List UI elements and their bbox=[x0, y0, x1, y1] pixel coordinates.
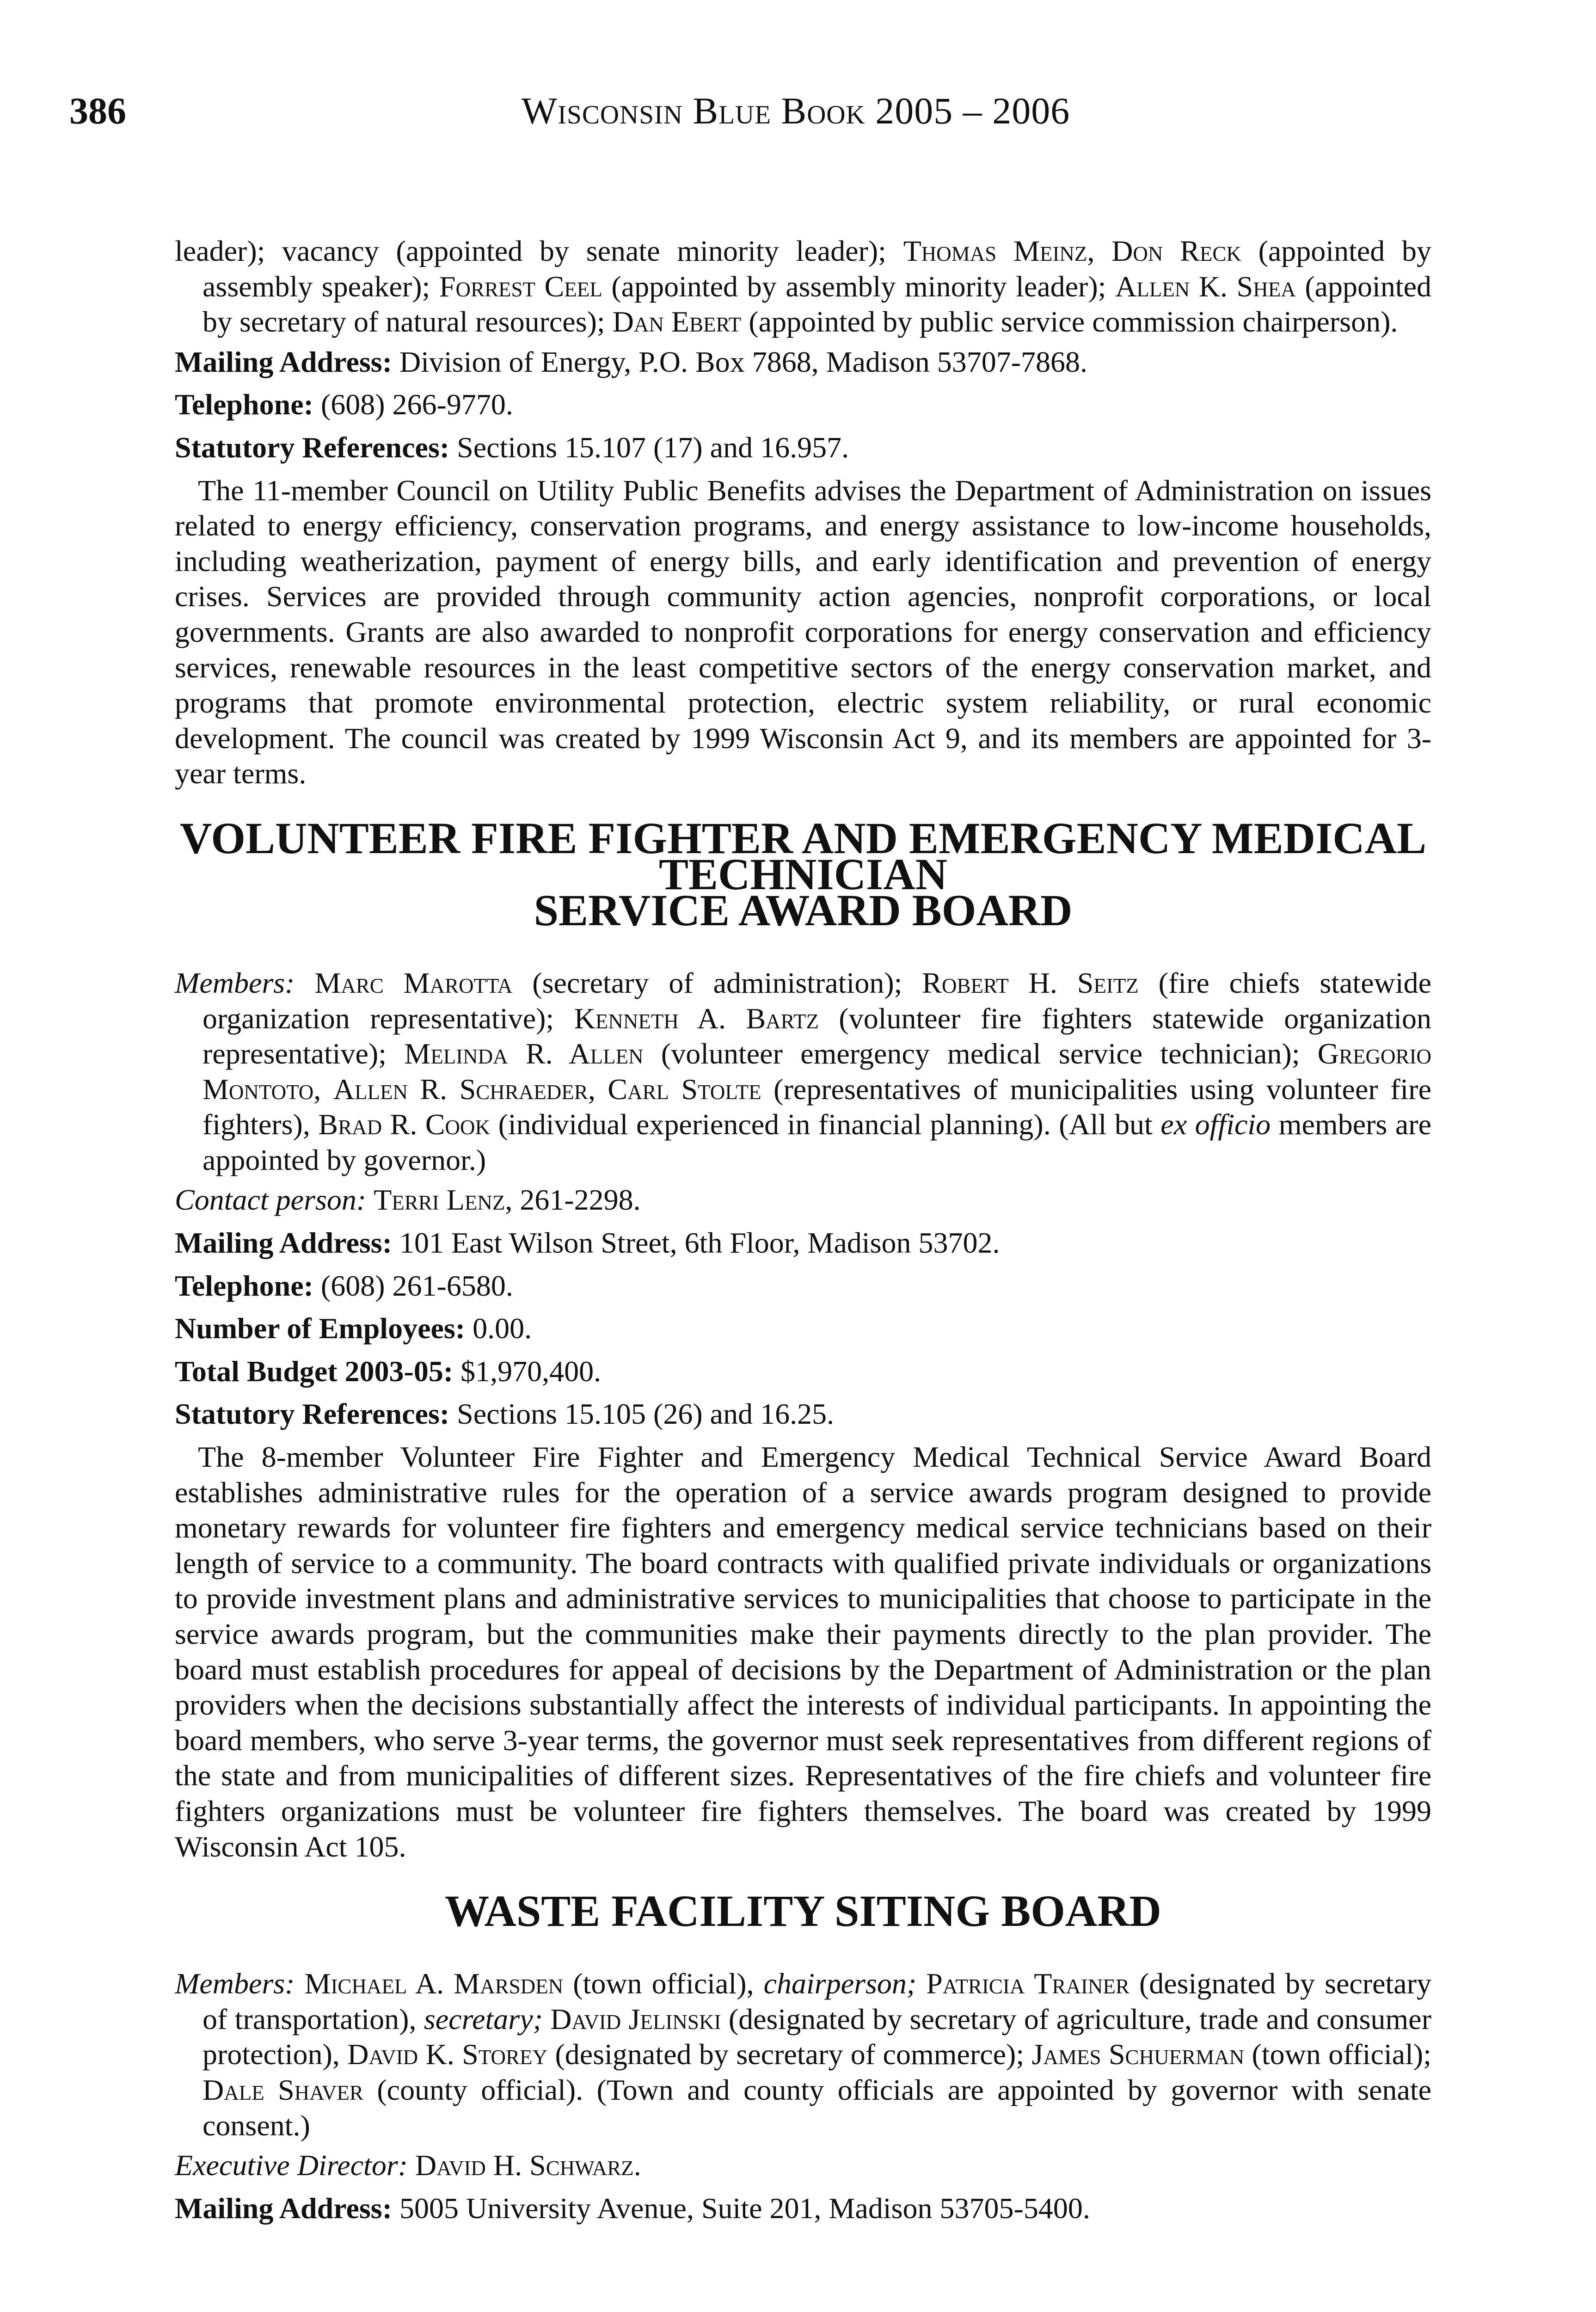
member-name: Brad R. Cook bbox=[318, 1108, 491, 1141]
member-name: Kenneth A. Bartz bbox=[574, 1002, 819, 1035]
energy-statutory-references bbox=[175, 430, 1431, 466]
contact-phone: , 261-2298. bbox=[505, 1183, 641, 1217]
ex-officio: ex officio bbox=[1160, 1108, 1271, 1141]
field-label: Mailing Address: bbox=[175, 2191, 392, 2225]
field-value: Sections 15.105 (26) and 16.25. bbox=[449, 1397, 835, 1431]
text-run bbox=[543, 2003, 550, 2035]
field-label: Mailing Address: bbox=[175, 1226, 392, 1260]
text-run: leader); vacancy (appointed by senate minority leader); bbox=[175, 234, 903, 267]
member-name: Robert H. Seitz bbox=[922, 966, 1139, 999]
text-run: (volunteer emergency medical service technician); bbox=[643, 1037, 1318, 1070]
text-run: (representatives of municipalities using volunteer fire fighters), bbox=[203, 1072, 1432, 1141]
text-run: . bbox=[633, 2149, 641, 2182]
contact-name: Terri Lenz bbox=[374, 1183, 505, 1217]
energy-council-members bbox=[175, 234, 1431, 340]
member-name: James Schuerman bbox=[1031, 2038, 1245, 2071]
text-run: (volunteer fire fighters statewide organization representative); bbox=[203, 1002, 1431, 1070]
member-name: Patricia Trainer bbox=[926, 1967, 1129, 2000]
text-run: (appointed by public service commission chairperson). bbox=[741, 305, 1398, 338]
text-run: (appointed by assembly speaker); bbox=[203, 234, 1432, 303]
field-label: Members: bbox=[175, 966, 295, 999]
field-label: Telephone: bbox=[175, 388, 313, 421]
fire-board-members bbox=[175, 965, 1431, 1178]
field-value: 0.00. bbox=[465, 1312, 532, 1345]
field-label: Mailing Address: bbox=[175, 345, 392, 378]
text-run: (county official). (Town and county officials are appointed by governor with senate consent.) bbox=[203, 2073, 1432, 2142]
text-run: (designated by secretary of agriculture, trade and consumer protection), bbox=[203, 2002, 1431, 2071]
running-title: Wisconsin Blue Book 2005 – 2006 bbox=[521, 90, 1070, 132]
field-label: Contact person: bbox=[175, 1183, 367, 1217]
field-label: Executive Director: bbox=[175, 2149, 408, 2182]
text-run: , bbox=[1087, 234, 1112, 267]
field-value: Sections 15.107 (17) and 16.957. bbox=[449, 430, 849, 464]
waste-board-members bbox=[175, 1966, 1431, 2143]
member-title: secretary; bbox=[424, 2002, 543, 2035]
member-name: Allen R. Schraeder bbox=[333, 1072, 588, 1106]
member-name: Allen K. Shea bbox=[1115, 270, 1296, 303]
fire-total-budget bbox=[175, 1354, 1431, 1390]
page-number: 386 bbox=[69, 90, 126, 132]
energy-council-description: The 11-member Council on Utility Public Benefits advises the Department of Administration on issues related to energy efficiency, conservation programs, and energy assistance to low-income households, including weatherization, payment of energy bills, and early identification and prevention of energy crises. Services are provided through community action agencies, nonprofit corporations, or local governments. Grants are also awarded to nonprofit corporations for energy conservation and efficiency services, renewable resources in the least competitive sectors of the energy conservation market, and programs that promote environmental protection, electric system reliability, or rural economic development. The council was created by 1999 Wisconsin Act 9, and its members are appointed for 3-year terms. bbox=[175, 473, 1431, 790]
member-name: Gregorio Montoto bbox=[203, 1037, 1431, 1106]
member-name: Don Reck bbox=[1111, 234, 1241, 267]
heading-line: VOLUNTEER FIRE FIGHTER AND EMERGENCY MEDICAL TECHNICIAN bbox=[179, 813, 1427, 899]
text-run: (designated by secretary of commerce); bbox=[547, 2038, 1032, 2071]
text-run: (secretary of administration); bbox=[512, 966, 922, 999]
field-label: Statutory References: bbox=[175, 1397, 450, 1431]
text-run: (individual experienced in financial planning). (All but bbox=[490, 1108, 1161, 1141]
text-run: (fire chiefs statewide organization representative); bbox=[203, 966, 1432, 1035]
member-name: Dan Ebert bbox=[612, 305, 742, 338]
field-value: 101 East Wilson Street, 6th Floor, Madison 53702. bbox=[392, 1226, 1000, 1260]
fire-telephone bbox=[175, 1268, 1431, 1304]
field-label: Telephone: bbox=[175, 1269, 313, 1302]
waste-mailing-address bbox=[175, 2191, 1431, 2226]
text-run: , bbox=[588, 1072, 608, 1106]
fire-board-description: The 8-member Volunteer Fire Fighter and Emergency Medical Technical Service Award Board establishes administrative rules for the operation of a service awards program designed to provide monetary rewards for volunteer fire fighters and emergency medical service technicians based on their length of service to a community. The board contracts with qualified private individuals or organizations to provide investment plans and administrative services to municipalities that choose to participate in the service awards program, but the communities make their payments directly to the plan provider. The board must establish procedures for appeal of decisions by the Department of Administration or the plan providers when the decisions substantially affect the interests of individual participants. In appointing the board members, who serve 3-year terms, the governor must seek representatives from different regions of the state and from municipalities of different sizes. Representatives of the fire chiefs and volunteer fire fighters organizations must be volunteer fire fighters themselves. The board was created by 1999 Wisconsin Act 105. bbox=[175, 1440, 1431, 1863]
member-name: Thomas Meinz bbox=[903, 234, 1087, 267]
field-value: $1,970,400. bbox=[453, 1354, 602, 1388]
director-name: David H. Schwarz bbox=[415, 2149, 634, 2182]
field-label: Number of Employees: bbox=[175, 1312, 466, 1345]
text-run: (town official); bbox=[1244, 2038, 1432, 2071]
fire-statutory-references bbox=[175, 1396, 1431, 1432]
field-label: Total Budget 2003-05: bbox=[175, 1354, 454, 1388]
page-body bbox=[175, 234, 1431, 2233]
member-name: Marc Marotta bbox=[314, 966, 513, 999]
text-run: , bbox=[313, 1072, 333, 1106]
field-label: Statutory References: bbox=[175, 430, 450, 464]
field-label: Members: bbox=[175, 1967, 295, 2000]
member-name: Dale Shaver bbox=[203, 2073, 363, 2106]
member-name: David K. Storey bbox=[347, 2038, 548, 2071]
field-value: (608) 266-9770. bbox=[313, 388, 513, 421]
field-value: Division of Energy, P.O. Box 7868, Madison 53707-7868. bbox=[392, 345, 1087, 378]
waste-board-heading: WASTE FACILITY SITING BOARD bbox=[445, 1886, 1161, 1936]
member-title: chairperson; bbox=[763, 1967, 917, 2000]
member-name: Michael A. Marsden bbox=[304, 1967, 564, 2000]
waste-executive-director bbox=[175, 2148, 1431, 2183]
fire-number-of-employees bbox=[175, 1311, 1431, 1347]
page-header bbox=[69, 88, 1522, 143]
text-run: members are appointed by governor.) bbox=[203, 1108, 1432, 1176]
member-name: David Jelinski bbox=[550, 2002, 721, 2035]
member-name: Carl Stolte bbox=[608, 1072, 761, 1106]
text-run: (appointed by secretary of natural resources); bbox=[203, 270, 1432, 338]
field-value: (608) 261-6580. bbox=[313, 1269, 513, 1302]
fire-board-heading bbox=[175, 813, 1431, 935]
text-run: (town official), bbox=[563, 1967, 764, 2000]
heading-line: SERVICE AWARD BOARD bbox=[534, 885, 1073, 935]
text-run: (appointed by assembly minority leader); bbox=[602, 270, 1116, 303]
energy-mailing-address bbox=[175, 344, 1431, 380]
fire-contact-person bbox=[175, 1182, 1431, 1218]
member-name: Forrest Ceel bbox=[439, 270, 602, 303]
field-value: 5005 University Avenue, Suite 201, Madison 53705-5400. bbox=[392, 2191, 1090, 2225]
fire-mailing-address bbox=[175, 1225, 1431, 1261]
text-run: (designated by secretary of transportation), bbox=[203, 1967, 1431, 2035]
member-name: Melinda R. Allen bbox=[404, 1037, 644, 1070]
text-run bbox=[916, 1967, 926, 2000]
energy-telephone bbox=[175, 387, 1431, 423]
